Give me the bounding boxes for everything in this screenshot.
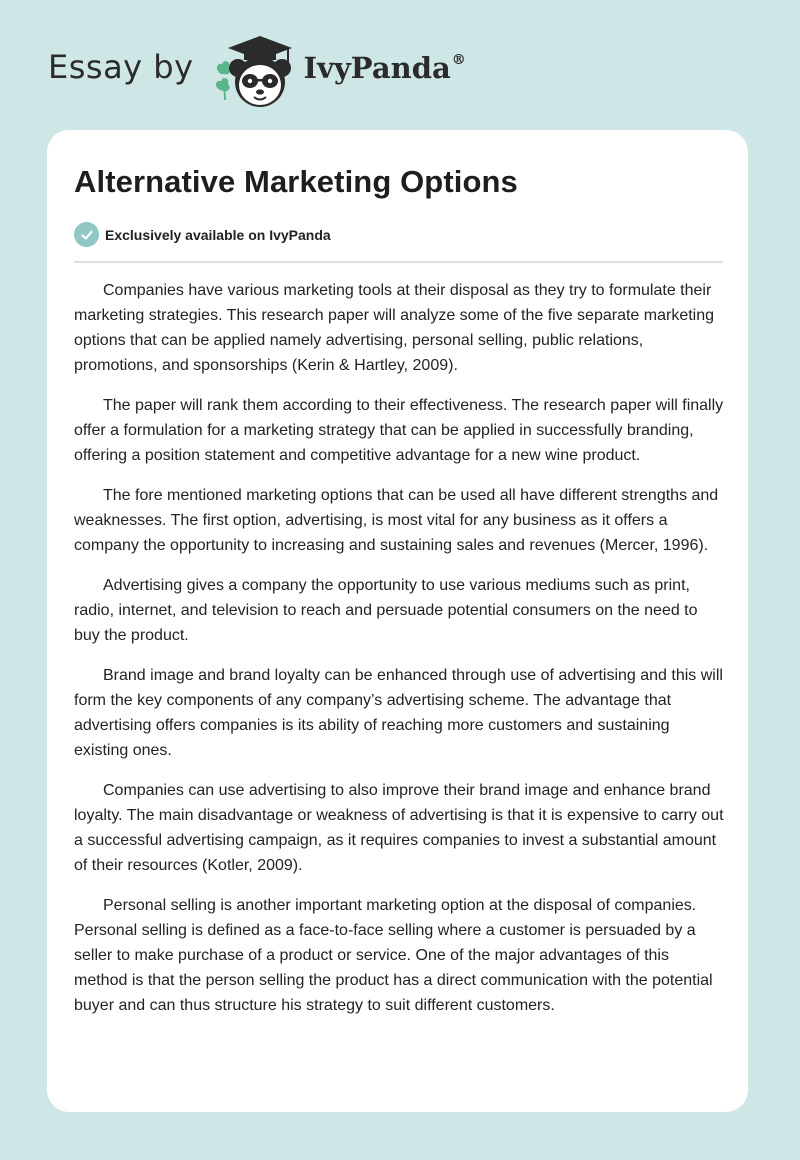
paragraph: Companies have various marketing tools at their disposal as they try to formulate their marketing strategies. This research paper will analyze some of the five separate marketing options that can be applied namely advertising, personal selling, public relations, promotions, and sponsorships (Kerin & Hartley, 2009). [74, 282, 715, 374]
paragraph: Advertising gives a company the opportunity to use various mediums such as print, radio, internet, and television to reach and persuade potential consumers on the need to buy the product. [74, 577, 698, 644]
paragraph: Companies can use advertising to also improve their brand image and enhance brand loyalty. The main disadvantage or weakness of advertising is that it is expensive to carry out a successful advertising campaign, as it requires companies to invest a substantial amount of their resources (Kotler, 2009). [74, 782, 724, 874]
brand-label: IvyPanda [303, 51, 451, 85]
essay-by-label: Essay by [48, 48, 194, 86]
paragraph: The paper will rank them according to their effectiveness. The research paper will finally offer a formulation for a marketing strategy that can be applied in successfully branding, offering a position statement and competitive advantage for a new wine product. [74, 397, 724, 464]
paragraph: Brand image and brand loyalty can be enhanced through use of advertising and this will form the key components of any company’s advertising scheme. The advantage that advertising offers companies is its ability of reaching more customers and sustaining existing ones. [74, 667, 723, 759]
brand-name[interactable] [304, 51, 466, 85]
paragraph: Personal selling is another important marketing option at the disposal of companies. Personal selling is defined as a face-to-face selling where a customer is persuaded by a seller to make purchase of a product or service. One of the major advantages of this method is that the person selling the product has a direct communication with the potential buyer and can thus structure his strategy to suit different customers. [74, 897, 713, 1014]
page-title: Alternative Marketing Options [74, 164, 518, 199]
panda-graduate-icon[interactable] [212, 30, 302, 110]
registered-mark: ® [451, 52, 466, 68]
essay-body [74, 278, 726, 1033]
check-icon [74, 222, 99, 247]
divider [74, 261, 723, 263]
paragraph: The fore mentioned marketing options that can be used all have different strengths and weaknesses. The first option, advertising, is most vital for any business as it offers a company the opportunity to increasing and sustaining sales and revenues (Mercer, 1996). [74, 487, 719, 554]
exclusive-badge [74, 222, 331, 247]
essay-card [47, 130, 748, 1112]
site-header [48, 30, 466, 110]
exclusive-label: Exclusively available on IvyPanda [105, 226, 331, 243]
